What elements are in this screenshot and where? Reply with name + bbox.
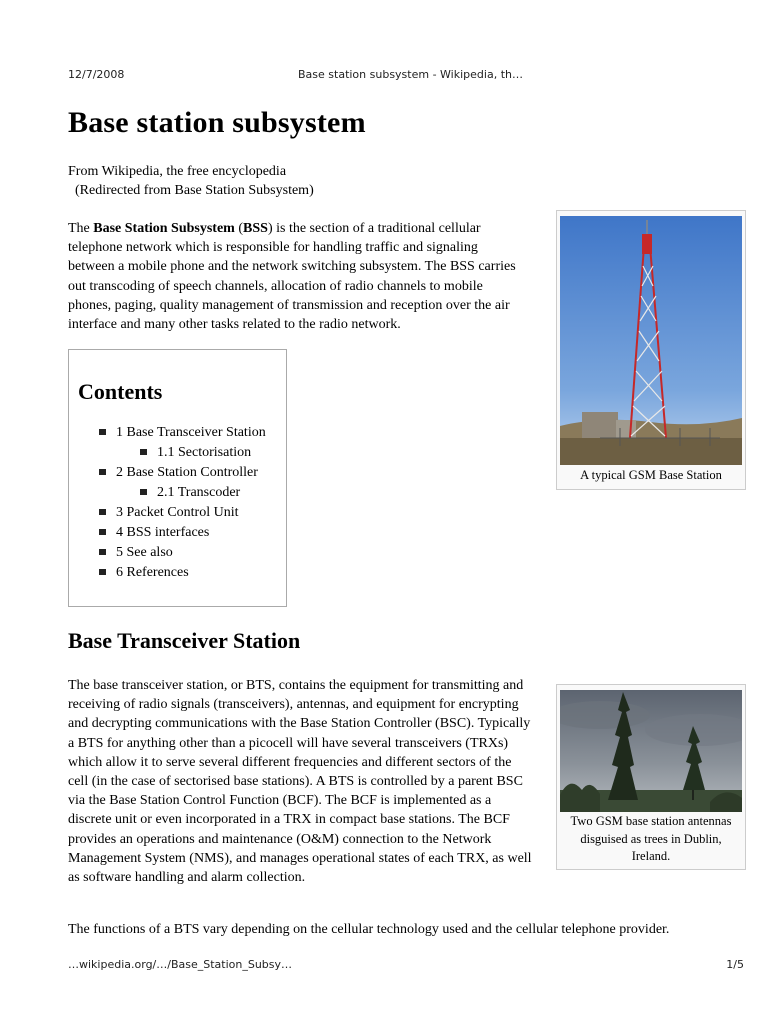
toc-item-packet-control-unit[interactable]: 3 Packet Control Unit [99, 505, 239, 521]
term-bss: BSS [243, 221, 268, 236]
bts-paragraph: The base transceiver station, or BTS, contains the equipment for transmitting and receiving of radio signals (transceivers), antennas, and equipment for encrypting and decrypting communications with the Base Station Controller (BSC). Typically a BTS for anything other than a picocell will have several transceivers (TRXs) which allow it to serve several different frequencies and different sectors of the cell (in the case of sectorised base stations). A BTS is controlled by a parent BSC via the Base Station Control Function (BCF). The BCF is implemented as a discrete unit or even incorporated in a TRX in compact base stations. The BCF provides an operations and maintenance (O&M) connection to the Network Management System (NMS), and manages operational states of each TRX, as well as software handling and alarm collection. [68, 678, 532, 886]
toc-item-bss-interfaces[interactable]: 4 BSS interfaces [99, 525, 209, 541]
toc-item-references[interactable]: 6 References [99, 565, 189, 581]
intro-text-3: ) is the section of a traditional cellular telephone network which is responsible for handling traffic and signaling between a mobile phone and the network switching subsystem. The BSS carries out transcoding of speech channels, allocation of radio channels to mobile phones, paging, quality management of transmission and reception over the air interface and many other tasks related to the radio network. [68, 221, 516, 333]
toc-item-transcoder[interactable]: 2.1 Transcoder [140, 485, 240, 501]
bullet-icon [99, 509, 106, 515]
bullet-icon [99, 549, 106, 555]
toc-item-base-station-controller[interactable]: 2 Base Station Controller [99, 465, 258, 481]
bullet-icon [140, 449, 147, 455]
trees-image[interactable] [560, 690, 742, 812]
bullet-icon [99, 429, 106, 435]
footer-page-number: 1/5 [726, 958, 744, 971]
term-bss-full: Base Station Subsystem [93, 221, 235, 236]
toc-title: Contents [78, 379, 163, 404]
bullet-icon [99, 469, 106, 475]
trees-caption: Two GSM base station antennas disguised as trees in Dublin, Ireland. [570, 814, 732, 863]
tower-thumbnail[interactable] [556, 210, 746, 490]
print-date: 12/7/2008 [68, 68, 125, 81]
toc-item-base-transceiver-station[interactable]: 1 Base Transceiver Station [99, 425, 266, 441]
intro-text-2: ( [234, 221, 244, 236]
bullet-icon [140, 489, 147, 495]
print-page-title: Base station subsystem - Wikipedia, th… [298, 68, 523, 81]
section-title-bts: Base Transceiver Station [68, 628, 301, 653]
intro-text-1: The [68, 221, 94, 236]
bullet-icon [99, 569, 106, 575]
trees-thumbnail[interactable] [556, 684, 746, 870]
intro-paragraph [68, 219, 528, 334]
toc-item-see-also[interactable]: 5 See also [99, 545, 173, 561]
table-of-contents [68, 349, 287, 607]
tower-image[interactable] [560, 216, 742, 465]
footer-url: …wikipedia.org/…/Base_Station_Subsy… [68, 958, 293, 971]
redirect-note: (Redirected from Base Station Subsystem) [75, 183, 314, 198]
site-subtitle: From Wikipedia, the free encyclopedia [68, 164, 287, 179]
page-title: Base station subsystem [68, 106, 366, 139]
bts-functions-paragraph: The functions of a BTS vary depending on the cellular technology used and the cellular telephone provider. [68, 922, 670, 937]
bullet-icon [99, 529, 106, 535]
tower-caption: A typical GSM Base Station [580, 468, 722, 482]
toc-item-sectorisation[interactable]: 1.1 Sectorisation [140, 445, 251, 461]
